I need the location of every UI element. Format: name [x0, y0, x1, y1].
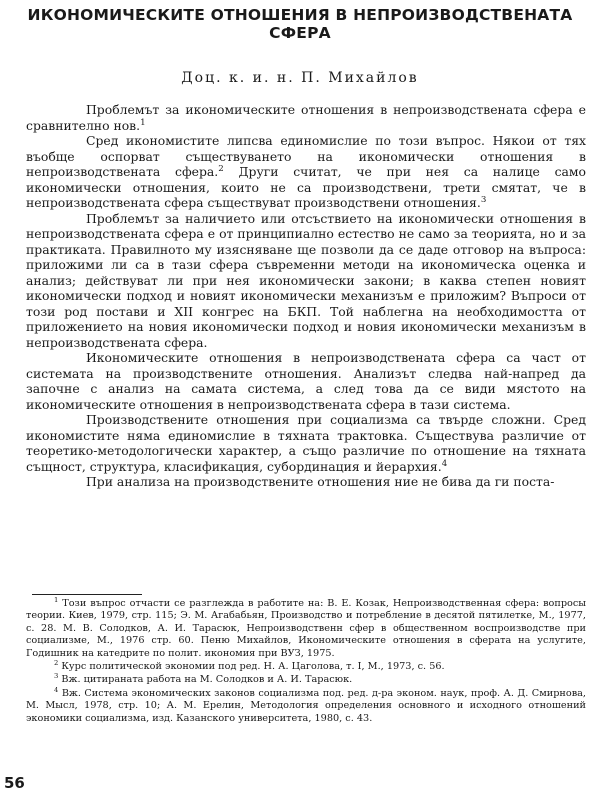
- footnote-mark: 3: [54, 672, 59, 681]
- footnote-text: Този въпрос отчасти се разглежда в работите на: В. Е. Козак, Непроизводственная сфера: вопросы теории. Киев, 1979, стр. 115; Э. М. Агабабьян, Производство и потребление в десятой пятилетке, М., 1977, с. 28. М. В. Солодков, А. И. Тарасюк, Непроизводствeнн сфер в общественном воспроизводстве при социализме, М., 1976 стр. 60. Пеню Михайлов, Икономическите отношения в сферата на услугите, Годишник на катедрите по полит. икономия при ВУЗ, 1975.: [26, 598, 586, 659]
- footnote-ref: 2: [218, 163, 224, 174]
- footnote-divider: [32, 594, 142, 595]
- footnote-ref: 3: [480, 194, 487, 205]
- footnote: [26, 658, 586, 673]
- page-number: 56: [4, 774, 25, 792]
- paragraph-text: При анализа на производствените отношения ние не бива да ги поста-: [86, 474, 555, 489]
- footnote-text: Вж. цитираната работа на М. Солодков и А. И. Тарасюк.: [61, 674, 353, 686]
- footnote-mark: 2: [54, 658, 59, 667]
- author-line: Доц. к. и. н. П. Михайлов: [181, 70, 419, 86]
- footnotes: [26, 595, 586, 726]
- paragraph: [26, 474, 586, 490]
- paragraph: [26, 133, 586, 211]
- paragraph-text: Сред икономистите липсва единомислие по този въпрос. Някои от тях въобще оспорват съществуването на икономически отношения в непроизводствената сфера.: [26, 133, 586, 179]
- footnote-ref: 1: [140, 117, 146, 128]
- paragraph-text: Икономическите отношения в непроизводствената сфера са част от системата на производствените отношения. Анализът следва най-напред да започне с анализ на самата система, а след това да се види мястото на икономическите отношения в непроизводствената сфера в тази система.: [26, 350, 586, 412]
- article-title: ИКОНОМИЧЕСКИТЕ ОТНОШЕНИЯ В НЕПРОИЗВОДСТВЕНАТА СФЕРА: [27, 6, 573, 42]
- footnote-text: Вж. Система экономических законов социализма под. ред. д-ра эконом. наук, проф. А. Д. Смирнова, М. Мысл, 1978, стр. 10; А. М. Ерелин, Методология определения основного и исходного отношений экономики социализма, изд. Казанского университета, 1980, с. 43.: [26, 687, 586, 724]
- paragraph: [26, 102, 586, 133]
- footnote-mark: 1: [54, 595, 59, 604]
- footnote-ref: 4: [441, 458, 448, 469]
- paragraph-text: Проблемът за наличието или отсъствието на икономически отношения в непроизводствената сфера е от принципиално естество не само за теорията, но и за практиката. Правилното му изясняване ще позволи да се даде отговор на въпроса: приложими ли са в тази сфера съвременни методи на икономическа оценка и анализ; действуват ли при нея икономически закони; в каква степен новият икономически подход и новият икономически механизъм е приложим? Въпроси от този род постави и XII конгрес на БКП. Той наблегна на необходимостта от приложението на новия икономически подход и новия икономически механизъм в непроизводствената сфера.: [26, 210, 586, 350]
- paragraph-text: Производствените отношения при социализма са твърде сложни. Сред икономистите няма единомислие в тяхната трактовка. Съществува различие от теоретико-методологически характер, а също различие по отношение на тяхната същност, структура, класификация, субординация и йерархия.: [26, 412, 586, 474]
- paragraph-text: Проблемът за икономическите отношения в непроизводствената сфера е сравнително нов.: [26, 102, 586, 133]
- footnote-text: Курс политической экономии под ред. Н. А. Цаголова, т. I, М., 1973, с. 56.: [61, 661, 445, 673]
- footnote-mark: 4: [54, 685, 59, 694]
- footnote: [26, 685, 586, 725]
- footnote: [26, 595, 586, 660]
- paragraph: [26, 211, 586, 351]
- footnote: [26, 674, 586, 686]
- paragraph-text: Други считат, че при нея са налице само икономически отношения, които не са производствени, трети смятат, че в непроизводствената сфера съществуват производствени отношения.: [26, 164, 586, 210]
- paragraph: [26, 350, 586, 412]
- paragraph: [26, 412, 586, 474]
- article-body: [26, 102, 586, 490]
